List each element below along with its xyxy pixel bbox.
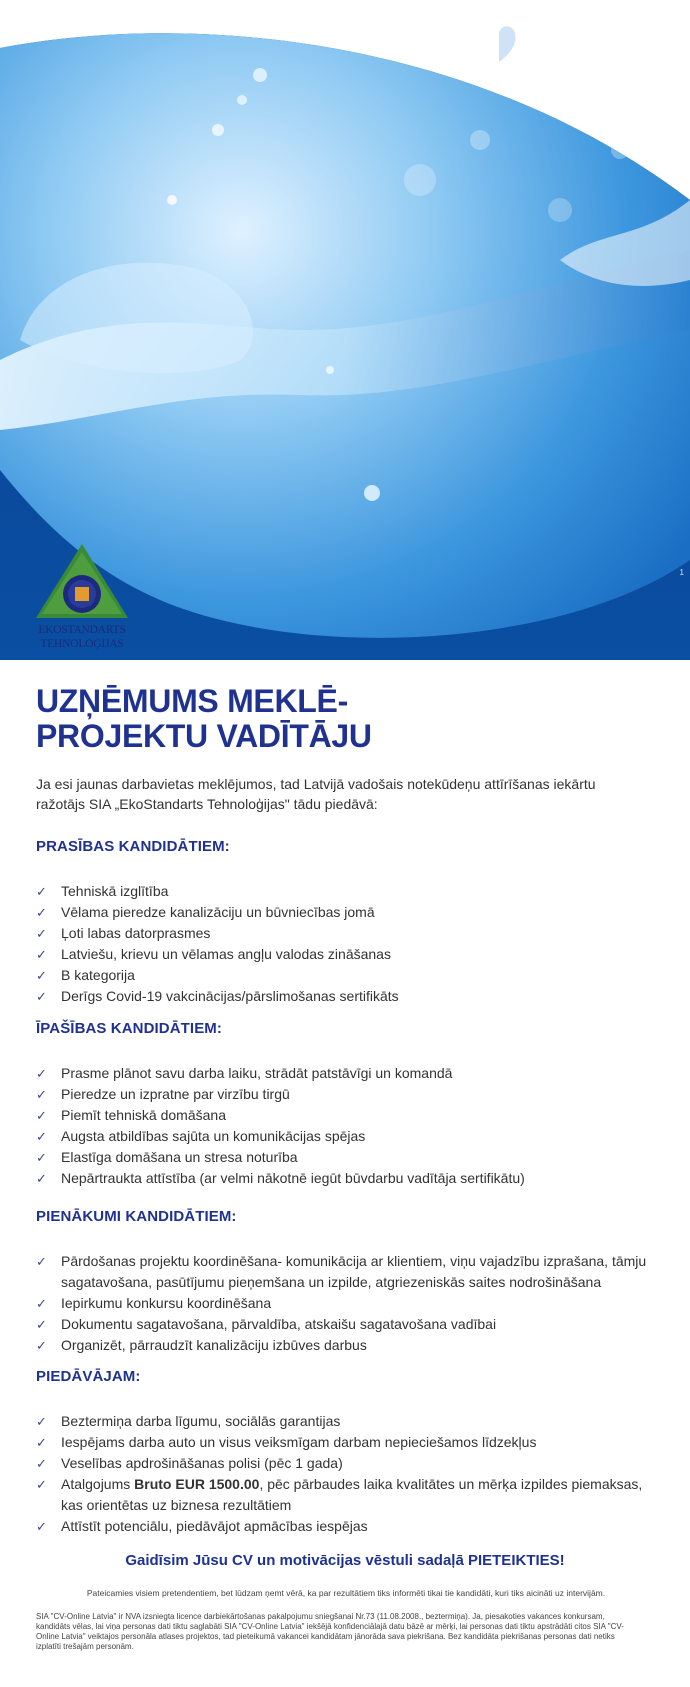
company-logo-line1: EKOSTANDARTS [38, 624, 126, 636]
list-item: ✓ Augsta atbildības sajūta un komunikācijas spējas [36, 1126, 656, 1147]
cv-online-heart-icon [475, 22, 519, 66]
checkmark-icon: ✓ [36, 1519, 47, 1534]
brand-name: CV-Online [523, 22, 654, 52]
requirements-list [36, 881, 656, 1007]
list-item: ✓ Veselības apdrošināšanas polisi (pēc 1 gada) [36, 1453, 656, 1474]
page-title [36, 684, 636, 754]
list-item: ✓ Pieredze un izpratne par virzību tirgū [36, 1084, 656, 1105]
checkmark-icon: ✓ [36, 1456, 47, 1471]
intro-paragraph: Ja esi jaunas darbavietas meklējumos, tad Latvijā vadošais notekūdeņu attīrīšanas iekārtu ražotājs SIA „EkoStandarts Tehnoloģijas" tādu piedāvā: [36, 776, 596, 812]
salary-amount: Bruto EUR 1500.00 [134, 1476, 260, 1492]
list-item: ✓ Pārdošanas projektu koordinēšana- komunikācija ar klientiem, viņu vajadzību izprašana, tāmju sagatavošana, pasūtījumu pieņemšana un izpilde, atgriezeniskās saites nodrošināšana [36, 1253, 647, 1290]
checkmark-icon: ✓ [36, 1254, 47, 1269]
brand-subtitle: Recruitment [523, 50, 588, 62]
checkmark-icon: ✓ [36, 1087, 47, 1102]
checkmark-icon: ✓ [36, 905, 47, 920]
checkmark-icon: ✓ [36, 1317, 47, 1332]
section-heading: PIEDĀVĀJAM: [36, 1368, 141, 1385]
company-logo-line2: TEHNOLOĢIJAS [40, 638, 124, 650]
checkmark-icon: ✓ [36, 1171, 47, 1186]
checkmark-icon: ✓ [36, 1477, 47, 1492]
checkmark-icon: ✓ [36, 926, 47, 941]
page-number: 1 [679, 568, 684, 577]
duties-list [36, 1251, 656, 1356]
section-duties [36, 1208, 656, 1356]
list-item: ✓ Organizēt, pārraudzīt kanalizāciju izbūves darbus [36, 1335, 656, 1356]
list-item: ✓ Iepirkumu konkursu koordinēšana [36, 1293, 656, 1314]
list-item: ✓ Attīstīt potenciālu, piedāvājot apmācības iespējas [36, 1516, 656, 1537]
checkmark-icon: ✓ [36, 1129, 47, 1144]
list-item: ✓ Nepārtraukta attīstība (ar velmi nākotnē iegūt būvdarbu vadītāja sertifikātu) [36, 1168, 656, 1189]
list-item-salary: ✓ Atalgojums Bruto EUR 1500.00, pēc pārbaudes laika kvalitātes un mērķa izpildes piemaksas, kas orientētas uz biznesa rezultātiem [36, 1476, 643, 1513]
list-item: ✓ Ļoti labas datorprasmes [36, 923, 656, 944]
list-item: ✓ Piemīt tehniskā domāšana [36, 1105, 656, 1126]
list-item: ✓ Iespējams darba auto un visus veiksmīgam darbam nepieciešamos līdzekļus [36, 1432, 656, 1453]
list-item: ✓ Dokumentu sagatavošana, pārvaldība, atskaišu sagatavošana vadībai [36, 1314, 656, 1335]
section-heading: ĪPAŠĪBAS KANDIDĀTIEM: [36, 1020, 222, 1037]
checkmark-icon: ✓ [36, 1338, 47, 1353]
list-item: ✓ Tehniskā izglītība [36, 881, 656, 902]
call-to-action: Gaidīsim Jūsu CV un motivācijas vēstuli sadaļā PIETEIKTIES! [125, 1552, 565, 1569]
thanks-note: Pateicamies visiem pretendentiem, bet lūdzam ņemt vērā, ka par rezultātiem tiks informēti tikai tie kandidāti, kuri tiks aicināti uz intervijām. [86, 1588, 606, 1598]
checkmark-icon: ✓ [36, 884, 47, 899]
checkmark-icon: ✓ [36, 1435, 47, 1450]
checkmark-icon: ✓ [36, 1108, 47, 1123]
checkmark-icon: ✓ [36, 1414, 47, 1429]
ekostandarts-triangle-icon [34, 542, 130, 622]
offer-list [36, 1411, 656, 1537]
title-line-2: PROJEKTU VADĪTĀJU [36, 718, 372, 754]
section-qualities [36, 1020, 656, 1189]
checkmark-icon: ✓ [36, 1296, 47, 1311]
section-offer [36, 1368, 656, 1537]
list-item: ✓ Derīgs Covid-19 vakcinācijas/pārslimošanas sertifikāts [36, 986, 656, 1007]
list-item: ✓ Beztermiņa darba līgumu, sociālās garantijas [36, 1411, 656, 1432]
cv-online-logo [475, 22, 654, 66]
checkmark-icon: ✓ [36, 1150, 47, 1165]
title-line-1: UZŅĒMUMS MEKLĒ- [36, 683, 348, 719]
list-item: ✓ Vēlama pieredze kanalizāciju un būvniecības jomā [36, 902, 656, 923]
ekostandarts-logo [34, 542, 130, 652]
legal-note: SIA "CV-Online Latvia" ir NVA izsniegta licence darbiekārtošanas pakalpojumu sniegšanai Nr.73 (11.08.2008., beztermiņa). Ja, piesakoties vakances konkursam, kandidāts vēlas, lai viņa personas dati tiktu saglabāti SIA "CV-Online Latvia" iekšējā konfidenciālajā datu bāzē ar mērķi, lai personas dati tiktu apstrādāti citos SIA "CV-Online Latvia" veiktajos personāla atlases projektos, tad pieteikumā vakancei kandidātam jānorāda sava piekrišana. Bez kandidāta piekrišanas personas dati netiks izplatīti trešajām personām. [36, 1612, 624, 1651]
checkmark-icon: ✓ [36, 1066, 47, 1081]
list-item: ✓ Prasme plānot savu darba laiku, strādāt patstāvīgi un komandā [36, 1063, 656, 1084]
checkmark-icon: ✓ [36, 968, 47, 983]
section-requirements [36, 838, 656, 1007]
list-item: ✓ B kategorija [36, 965, 656, 986]
qualities-list [36, 1063, 656, 1189]
list-item: ✓ Latviešu, krievu un vēlamas angļu valodas zināšanas [36, 944, 656, 965]
checkmark-icon: ✓ [36, 947, 47, 962]
section-heading: PIENĀKUMI KANDIDĀTIEM: [36, 1208, 237, 1225]
checkmark-icon: ✓ [36, 989, 47, 1004]
list-item: ✓ Elastīga domāšana un stresa noturība [36, 1147, 656, 1168]
section-heading: PRASĪBAS KANDIDĀTIEM: [36, 838, 230, 855]
